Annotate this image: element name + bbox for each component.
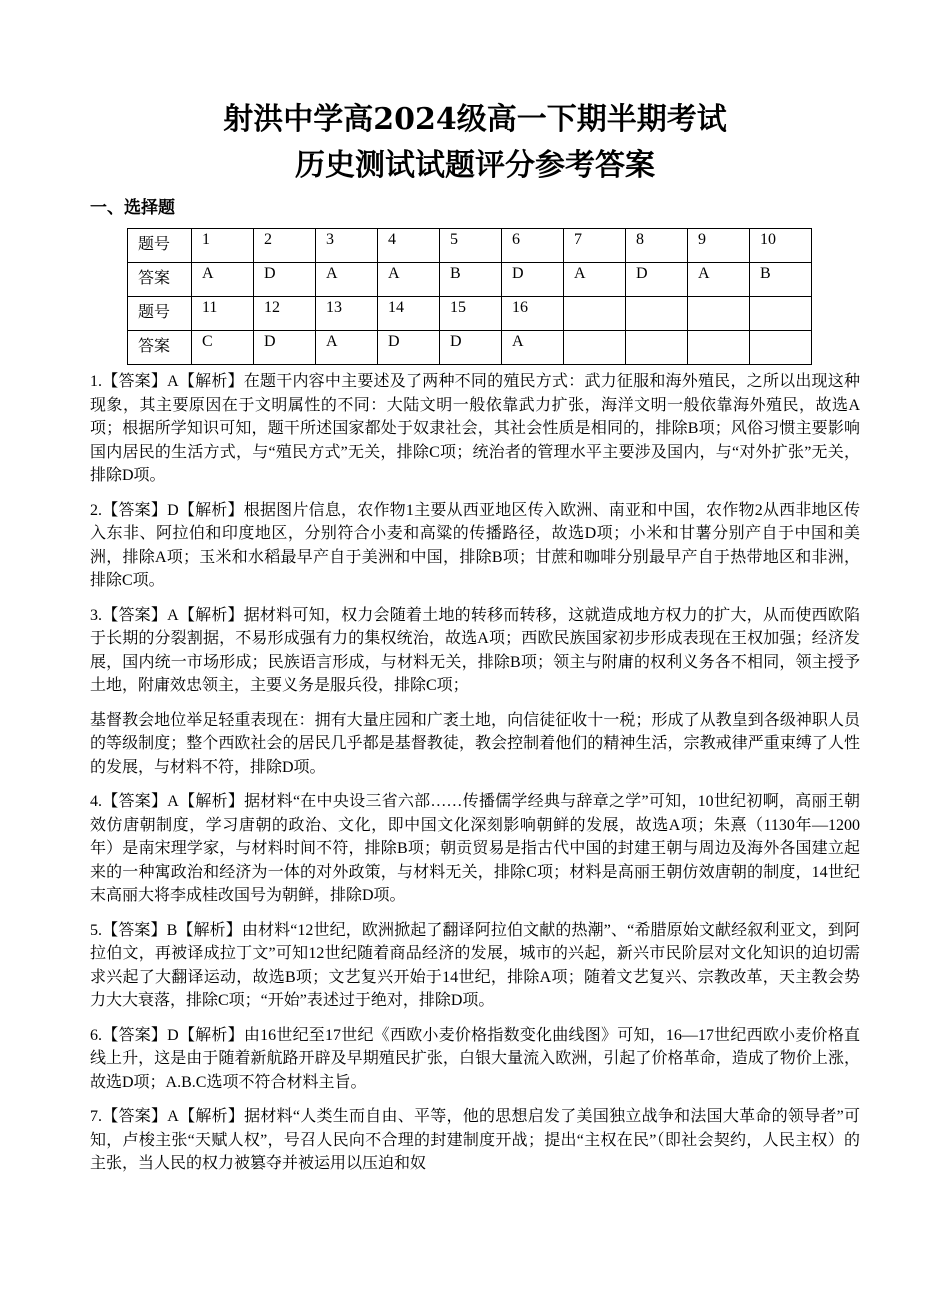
table-cell: 13 xyxy=(316,297,378,331)
table-cell: 11 xyxy=(192,297,254,331)
explanation-paragraph: 基督教会地位举足轻重表现在：拥有大量庄园和广袤土地，向信徒征收十一税；形成了从教皇到各级神职人员的等级制度；整个西欧社会的居民几乎都是基督教徒，教会控制着他们的精神生活，宗教戒律严重束缚了人性的发展，与材料不符，排除D项。 xyxy=(90,711,860,776)
table-row-header: 答案 xyxy=(128,331,192,365)
table-cell xyxy=(688,331,750,365)
table-cell: A xyxy=(316,331,378,365)
table-cell xyxy=(750,331,812,365)
table-cell: A xyxy=(564,263,626,297)
table-cell: A xyxy=(316,263,378,297)
table-row-header: 答案 xyxy=(128,263,192,297)
table-row xyxy=(128,229,812,263)
explanation-paragraph: 7.【答案】A【解析】据材料“人类生而自由、平等，他的思想启发了美国独立战争和法国大革命的领导者”可知，卢梭主张“天赋人权”，号召人民向不合理的封建制度开战；提出“主权在民”（即社会契约，人民主权）的主张，当人民的权力被篡夺并被运用以压迫和奴 xyxy=(90,1108,860,1172)
table-cell: B xyxy=(750,263,812,297)
table-cell: D xyxy=(626,263,688,297)
table-cell: 8 xyxy=(626,229,688,263)
table-cell xyxy=(626,297,688,331)
section-heading-choice: 一、选择题 xyxy=(90,198,175,218)
table-row-header: 题号 xyxy=(128,229,192,263)
explanation-paragraph: 3.【答案】A【解析】据材料可知，权力会随着土地的转移而转移，这就造成地方权力的扩大，从而使西欧陷于长期的分裂割据，不易形成强有力的集权统治，故选A项；西欧民族国家初步形成表现在王权加强；经济发展，国内统一市场形成；民族语言形成，与材料无关，排除B项；领主与附庸的权利义务各不相同，领主授予土地，附庸效忠领主，主要义务是服兵役，排除C项； xyxy=(90,606,860,694)
table-cell: D xyxy=(254,263,316,297)
exam-subtitle: 历史测试试题评分参考答案 xyxy=(295,148,655,183)
explanation-paragraph: 4.【答案】A【解析】据材料“在中央设三省六部……传播儒学经典与辞章之学”可知，10世纪初啊，高丽王朝效仿唐朝制度，学习唐朝的政治、文化，即中国文化深刻影响朝鲜的发展，故选A项；朱熹（1130年—1200年）是南宋理学家，与材料时间不符，排除B项；朝贡贸易是指古代中国的封建王朝与周边及海外各国建立起来的一种寓政治和经济为一体的对外政策，与材料无关，排除C项；材料是高丽王朝仿效唐朝的制度，14世纪末高丽大将李成桂改国号为朝鲜，排除D项。 xyxy=(90,793,860,904)
table-cell: 7 xyxy=(564,229,626,263)
explanation-paragraph: 6.【答案】D【解析】由16世纪至17世纪《西欧小麦价格指数变化曲线图》可知，16—17世纪西欧小麦价格直线上升，这是由于随着新航路开辟及早期殖民扩张，白银大量流入欧洲，引起了价格革命，造成了物价上涨，故选D项；A.B.C选项不符合材料主旨。 xyxy=(90,1026,860,1091)
table-cell: D xyxy=(440,331,502,365)
table-row xyxy=(128,331,812,365)
table-cell: A xyxy=(688,263,750,297)
table-cell xyxy=(564,297,626,331)
explanation-paragraph: 1.【答案】A【解析】在题干内容中主要述及了两种不同的殖民方式：武力征服和海外殖民，之所以出现这种现象，其主要原因在于文明属性的不同：大陆文明一般依靠武力扩张，海洋文明一般依靠海外殖民，故选A项；根据所学知识可知，题干所述国家都处于奴隶社会，其社会性质是相同的，排除B项；风俗习惯主要影响国内居民的生活方式，与“殖民方式”无关，排除C项；统治者的管理水平主要涉及国内，与“对外扩张”无关，排除D项。 xyxy=(90,373,860,484)
table-cell: A xyxy=(192,263,254,297)
table-cell xyxy=(564,331,626,365)
table-cell xyxy=(750,297,812,331)
table-row-header: 题号 xyxy=(128,297,192,331)
table-cell: A xyxy=(378,263,440,297)
table-cell: 14 xyxy=(378,297,440,331)
table-row xyxy=(128,297,812,331)
table-cell: D xyxy=(378,331,440,365)
table-cell: 10 xyxy=(750,229,812,263)
table-cell: D xyxy=(254,331,316,365)
exam-title: 射洪中学高2024级高一下期半期考试 xyxy=(223,102,727,137)
table-cell: A xyxy=(502,331,564,365)
table-cell: 5 xyxy=(440,229,502,263)
explanation-paragraph: 2.【答案】D【解析】根据图片信息，农作物1主要从西亚地区传入欧洲、南亚和中国，农作物2从西非地区传入东非、阿拉伯和印度地区，分别符合小麦和高粱的传播路径，故选D项；小米和甘薯分别产自于中国和美洲，排除A项；玉米和水稻最早产自于美洲和中国，排除B项；甘蔗和咖啡分别最早产自于热带地区和非洲，排除C项。 xyxy=(90,501,860,589)
table-cell: 1 xyxy=(192,229,254,263)
explanations xyxy=(90,370,860,1187)
table-cell: C xyxy=(192,331,254,365)
table-cell: 16 xyxy=(502,297,564,331)
table-cell xyxy=(688,297,750,331)
table-cell: 2 xyxy=(254,229,316,263)
table-cell: 9 xyxy=(688,229,750,263)
table-row xyxy=(128,263,812,297)
table-cell: 3 xyxy=(316,229,378,263)
table-cell: B xyxy=(440,263,502,297)
table-cell: 4 xyxy=(378,229,440,263)
answer-table xyxy=(127,228,812,365)
table-cell: 12 xyxy=(254,297,316,331)
table-cell xyxy=(626,331,688,365)
table-cell: 6 xyxy=(502,229,564,263)
table-cell: D xyxy=(502,263,564,297)
table-cell: 15 xyxy=(440,297,502,331)
explanation-paragraph: 5.【答案】B【解析】由材料“12世纪，欧洲掀起了翻译阿拉伯文献的热潮”、“希腊原始文献经叙利亚文，到阿拉伯文，再被译成拉丁文”可知12世纪随着商品经济的发展，城市的兴起，新兴市民阶层对文化知识的迫切需求兴起了大翻译运动，故选B项；文艺复兴开始于14世纪，排除A项；随着文艺复兴、宗教改革，天主教会势力大大衰落，排除C项；“开始”表述过于绝对，排除D项。 xyxy=(90,921,860,1009)
